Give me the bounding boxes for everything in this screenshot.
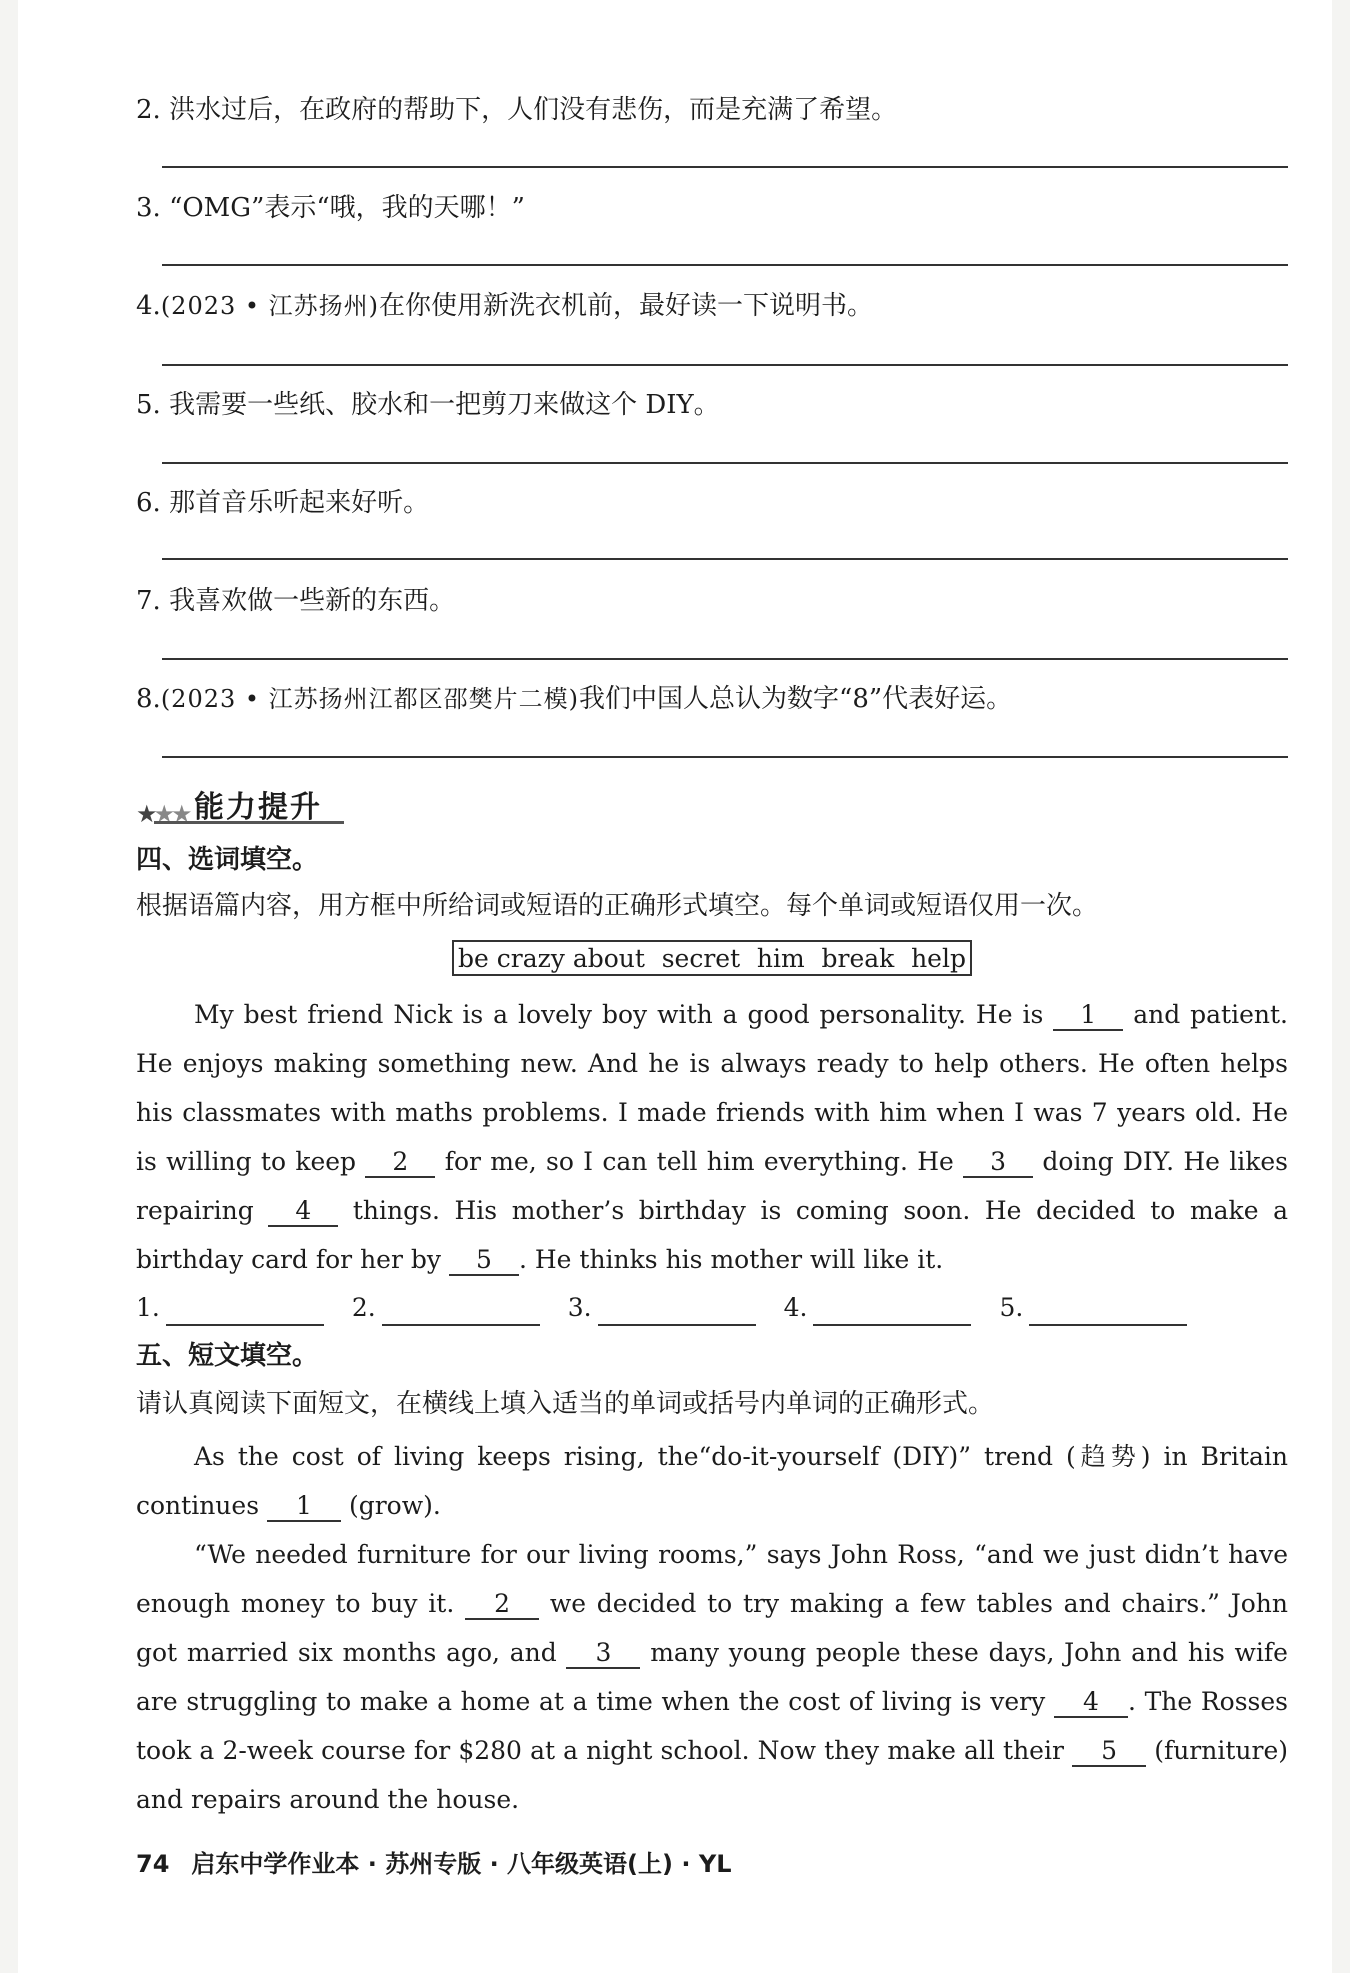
answer-blank-5[interactable] xyxy=(1029,1298,1187,1326)
answer-slot-5: 5. xyxy=(999,1290,1187,1326)
page-footer xyxy=(136,1844,732,1879)
answer-blank-3[interactable] xyxy=(598,1298,756,1326)
answer-slot-4: 4. xyxy=(784,1290,972,1326)
translation-item-8: 8.(2023 • 江苏扬州江都区邵樊片二模)我们中国人总认为数字“8”代表好运。 xyxy=(136,684,1013,714)
answer-blank-1[interactable] xyxy=(166,1298,324,1326)
translation-item-2: 2. 洪水过后，在政府的帮助下，人们没有悲伤，而是充满了希望。 xyxy=(136,95,898,125)
answer-slot-1: 1. xyxy=(136,1290,324,1326)
section-banner xyxy=(136,778,346,826)
translation-item-6: 6. 那首音乐听起来好听。 xyxy=(136,488,430,518)
word-option: be crazy about xyxy=(458,944,645,973)
translation-item-7: 7. 我喜欢做一些新的东西。 xyxy=(136,586,456,616)
passage-blank-2[interactable]: 2 xyxy=(465,1590,539,1620)
book-title: 启东中学作业本 · 苏州专版 · 八年级英语(上) · YL xyxy=(191,1850,732,1878)
passage-blank-1[interactable]: 1 xyxy=(267,1492,341,1522)
answer-line-3[interactable] xyxy=(162,264,1288,266)
section-4-instruction: 根据语篇内容，用方框中所给词或短语的正确形式填空。每个单词或短语仅用一次。 xyxy=(136,891,1099,921)
section-5-heading: 五、短文填空。 xyxy=(136,1341,319,1371)
section-5-paragraph-2: “We needed furniture for our living rooms,” says John Ross, “and we just didn’t have enough money to buy it. 2 we decided to try making a few tables and chairs.” John got married six months ago, and 3 many young people these days, John and his wife are struggling to make a home at a time when the cost of living is very 4 . The Rosses took a 2-week course for $280 at a night school. Now they make all their 5 (furniture) and repairs around the house. xyxy=(136,1540,1289,1814)
translation-item-5: 5. 我需要一些纸、胶水和一把剪刀来做这个 DIY。 xyxy=(136,390,720,420)
word-box xyxy=(452,940,972,976)
passage-blank-4[interactable]: 4 xyxy=(1054,1688,1128,1718)
source-note: (2023 • 江苏扬州) xyxy=(160,292,380,320)
passage-blank-5[interactable]: 5 xyxy=(449,1246,519,1276)
word-option: help xyxy=(911,944,966,973)
answer-line-7[interactable] xyxy=(162,658,1288,660)
word-option: break xyxy=(821,944,895,973)
answer-line-6[interactable] xyxy=(162,558,1288,560)
workbook-page xyxy=(18,0,1332,1973)
page-number: 74 xyxy=(136,1850,170,1878)
banner-underline xyxy=(154,821,344,824)
answer-slot-2: 2. xyxy=(352,1290,540,1326)
passage-blank-2[interactable]: 2 xyxy=(365,1148,435,1178)
three-stars-icon: ★★★ xyxy=(136,800,189,828)
answer-blank-4[interactable] xyxy=(813,1298,971,1326)
section-4-heading: 四、选词填空。 xyxy=(136,845,319,875)
answer-slot-3: 3. xyxy=(568,1290,756,1326)
section-title: 能力提升 xyxy=(194,790,322,825)
translation-item-3: 3. “OMG”表示“哦，我的天哪！” xyxy=(136,193,525,223)
passage-blank-1[interactable]: 1 xyxy=(1053,1001,1123,1031)
section-5-paragraph-1: As the cost of living keeps rising, the“do-it-yourself (DIY)” trend (趋势) in Britain continues 1 (grow). xyxy=(136,1442,1288,1520)
section-5-instruction: 请认真阅读下面短文，在横线上填入适当的单词或括号内单词的正确形式。 xyxy=(136,1389,995,1419)
answer-line-5[interactable] xyxy=(162,462,1288,464)
answer-blank-2[interactable] xyxy=(382,1298,540,1326)
passage-blank-3[interactable]: 3 xyxy=(566,1639,640,1669)
word-option: secret xyxy=(661,944,741,973)
source-note: (2023 • 江苏扬州江都区邵樊片二模) xyxy=(160,685,580,713)
passage-blank-5[interactable]: 5 xyxy=(1072,1737,1146,1767)
section-4-answer-row xyxy=(136,1290,1288,1326)
answer-line-8[interactable] xyxy=(162,756,1288,758)
translation-item-4: 4.(2023 • 江苏扬州)在你使用新洗衣机前，最好读一下说明书。 xyxy=(136,291,874,321)
word-option: him xyxy=(756,944,805,973)
section-4-passage: My best friend Nick is a lovely boy with a good personality. He is 1 and patient. He enjoys making something new. And he is always ready to help others. He often helps his classmates with maths problems. I made friends with him when I was 7 years old. He is willing to keep 2 for me, so I can tell him everything. He 3 doing DIY. He likes repairing 4 things. His mother’s birthday is coming soon. He decided to make a birthday card for her by 5 . He thinks his mother will like it. xyxy=(136,1000,1288,1274)
passage-blank-4[interactable]: 4 xyxy=(268,1197,338,1227)
answer-line-4[interactable] xyxy=(162,364,1288,366)
answer-line-2[interactable] xyxy=(162,166,1288,168)
passage-blank-3[interactable]: 3 xyxy=(963,1148,1033,1178)
